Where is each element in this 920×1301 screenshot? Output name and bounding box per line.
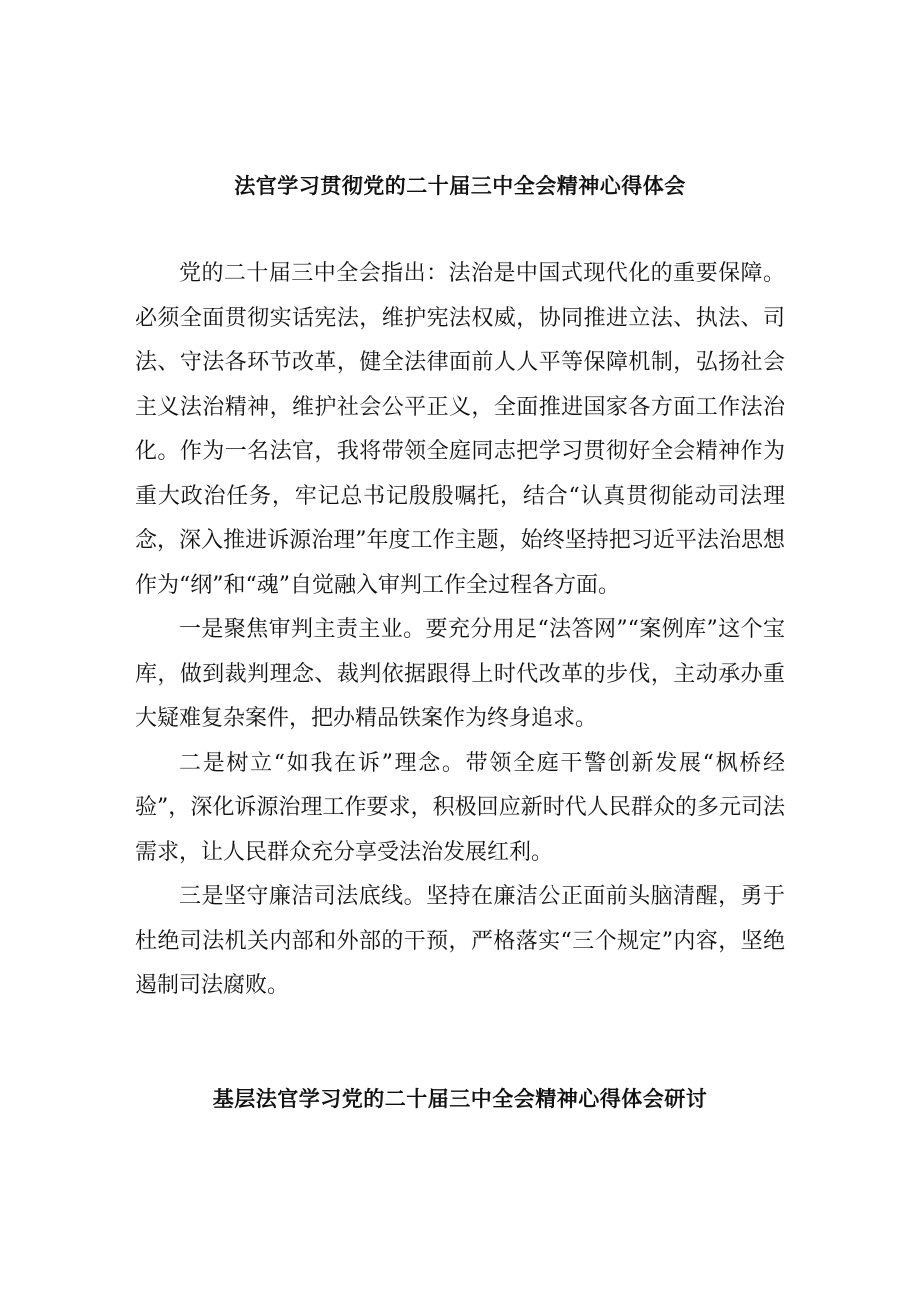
paragraph-point-two: 二是树立“如我在诉”理念。带领全庭干警创新发展“枫桥经验”，深化诉源治理工作要求，积极回应新时代人民群众的多元司法需求，让人民群众充分享受法治发展红利。 <box>135 750 785 865</box>
next-section-title: 基层法官学习党的二十届三中全会精神心得体会研讨 <box>212 1087 708 1111</box>
paragraph-point-three: 三是坚守廉洁司法底线。坚持在廉洁公正面前头脑清醒，勇于杜绝司法机关内部和外部的干预，严格落实“三个规定”内容，坚绝遏制司法腐败。 <box>135 884 785 998</box>
document-title: 法官学习贯彻党的二十届三中全会精神心得体会 <box>234 174 686 198</box>
paragraph-intro: 党的二十届三中全会指出：法治是中国式现代化的重要保障。必须全面贯彻实话宪法，维护宪法权威，协同推进立法、执法、司法、守法各环节改革，健全法律面前人人平等保障机制，弘扬社会主义法治精神，维护社会公平正义，全面推进国家各方面工作法治化。作为一名法官，我将带领全庭同志把学习贯彻好全会精神作为重大政治任务，牢记总书记殷殷嘱托，结合“认真贯彻能动司法理念，深入推进诉源治理”年度工作主题，始终坚持把习近平法治思想作为“纲”和“魂”自觉融入审判工作全过程各方面。 <box>135 261 785 598</box>
document-body <box>135 252 785 1009</box>
paragraph-point-one: 一是聚焦审判主责主业。要充分用足“法答网”“案例库”这个宝库，做到裁判理念、裁判依据跟得上时代改革的步伐，主动承办重大疑难复杂案件，把办精品铁案作为终身追求。 <box>135 617 785 731</box>
